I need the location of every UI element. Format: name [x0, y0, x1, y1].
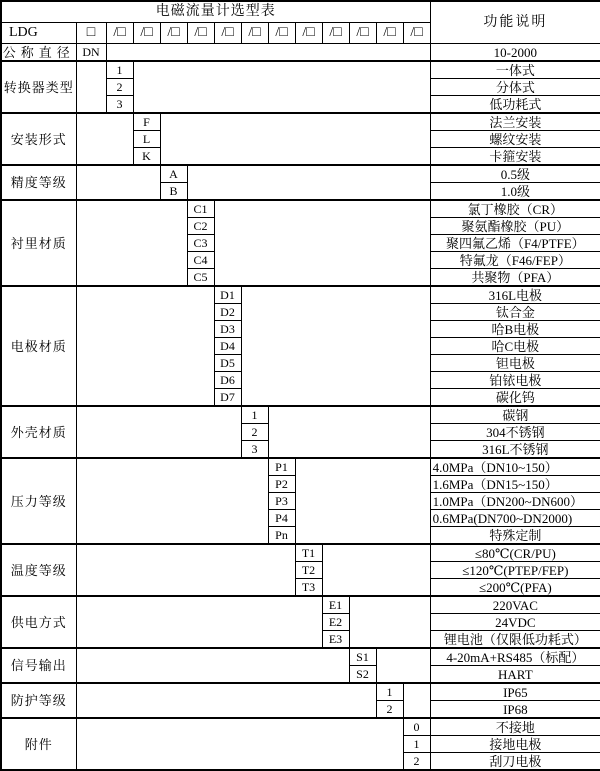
option-code: 2: [376, 701, 403, 719]
option-desc: IP65: [430, 683, 600, 701]
option-desc: 特氟龙（F46/FEP）: [430, 252, 600, 269]
option-desc: ≤200℃(PFA): [430, 579, 600, 597]
option-desc: 锂电池（仅限低功耗式）: [430, 631, 600, 649]
option-desc: 特殊定制: [430, 527, 600, 545]
option-code: C4: [187, 252, 214, 269]
model-slot-box: /□: [214, 23, 241, 44]
merged-empty: [76, 648, 349, 683]
category-label: 公称直径: [2, 44, 75, 60]
option-desc: 哈B电极: [430, 321, 600, 338]
merged-empty: [268, 406, 430, 458]
option-code: D4: [214, 338, 241, 355]
option-desc: 氯丁橡胶（CR）: [430, 200, 600, 218]
option-code: K: [133, 148, 160, 166]
merged-empty: [76, 200, 187, 286]
option-desc: ≤80℃(CR/PU): [430, 544, 600, 562]
option-code: D2: [214, 304, 241, 321]
option-code: T3: [295, 579, 322, 597]
option-desc: HART: [430, 666, 600, 684]
model-box: □: [76, 23, 106, 44]
option-code: 1: [241, 406, 268, 424]
model-slot-box: /□: [160, 23, 187, 44]
option-code: DN: [76, 44, 106, 62]
merged-empty: [76, 544, 295, 596]
option-code: A: [160, 165, 187, 183]
merged-empty: [160, 113, 430, 165]
option-desc: 1.0MPa（DN200~DN600）: [430, 493, 600, 510]
category-label: 附件: [1, 718, 76, 770]
option-code: C5: [187, 269, 214, 287]
merged-empty: [187, 165, 430, 200]
option-code: C3: [187, 235, 214, 252]
merged-empty: [295, 458, 430, 544]
option-desc: 1.0级: [430, 183, 600, 201]
category-label: 精度等级: [1, 165, 76, 200]
merged-empty: [214, 200, 430, 286]
category-label: 电极材质: [1, 286, 76, 406]
option-desc: 4.0MPa（DN10~150）: [430, 458, 600, 476]
option-code: D3: [214, 321, 241, 338]
option-desc: 铂铱电极: [430, 372, 600, 389]
option-desc: 接地电极: [430, 736, 600, 753]
option-code: 2: [403, 753, 430, 771]
option-code: F: [133, 113, 160, 131]
option-desc: 1.6MPa（DN15~150）: [430, 476, 600, 493]
option-code: C2: [187, 218, 214, 235]
category-label: 转换器类型: [1, 61, 76, 113]
option-desc: 碳化钨: [430, 389, 600, 407]
option-code: E3: [322, 631, 349, 649]
option-code: D7: [214, 389, 241, 407]
option-desc: 钛合金: [430, 304, 600, 321]
merged-empty: [76, 718, 403, 770]
category-label: 温度等级: [1, 544, 76, 596]
option-code: 3: [241, 441, 268, 459]
merged-empty: [76, 458, 268, 544]
option-code: S1: [349, 648, 376, 666]
merged-empty: [76, 406, 241, 458]
model-slot-box: /□: [376, 23, 403, 44]
option-desc: 10-2000: [430, 44, 600, 62]
model-slot-box: /□: [106, 23, 133, 44]
option-code: P4: [268, 510, 295, 527]
option-desc: 0.5级: [430, 165, 600, 183]
option-code: 3: [106, 96, 133, 114]
merged-empty: [241, 286, 430, 406]
merged-empty: [349, 596, 430, 648]
option-code: 2: [106, 79, 133, 96]
option-code: C1: [187, 200, 214, 218]
option-desc: 316L电极: [430, 286, 600, 304]
merged-empty: [76, 61, 106, 113]
category-label: 防护等级: [1, 683, 76, 718]
option-code: D1: [214, 286, 241, 304]
option-desc: 聚四氟乙烯（F4/PTFE）: [430, 235, 600, 252]
table-title: 电磁流量计选型表: [1, 1, 430, 23]
model-slot-box: /□: [268, 23, 295, 44]
model-slot-box: /□: [349, 23, 376, 44]
option-code: 2: [241, 424, 268, 441]
model-prefix: LDG: [1, 23, 76, 44]
option-code: 1: [376, 683, 403, 701]
merged-empty: [76, 286, 214, 406]
option-code: S2: [349, 666, 376, 684]
option-desc: 低功耗式: [430, 96, 600, 114]
option-code: Pn: [268, 527, 295, 545]
option-desc: 刮刀电极: [430, 753, 600, 771]
option-code: D5: [214, 355, 241, 372]
option-desc: 共聚物（PFA）: [430, 269, 600, 287]
option-code: P3: [268, 493, 295, 510]
option-code: E1: [322, 596, 349, 614]
option-desc: 聚氨酯橡胶（PU）: [430, 218, 600, 235]
model-slot-box: /□: [241, 23, 268, 44]
option-code: T2: [295, 562, 322, 579]
option-code: 1: [106, 61, 133, 79]
option-desc: ≤120℃(PTEP/FEP): [430, 562, 600, 579]
option-desc: 4-20mA+RS485（标配）: [430, 648, 600, 666]
merged-empty: [76, 165, 160, 200]
option-code: L: [133, 131, 160, 148]
merged-empty: [322, 544, 430, 596]
merged-empty: [76, 683, 376, 718]
option-code: P2: [268, 476, 295, 493]
option-desc: 分体式: [430, 79, 600, 96]
function-header: 功能说明: [430, 1, 600, 44]
model-slot-box: /□: [133, 23, 160, 44]
category-label: 安装形式: [1, 113, 76, 165]
category-label: 外壳材质: [1, 406, 76, 458]
option-code: D6: [214, 372, 241, 389]
category-label: 供电方式: [1, 596, 76, 648]
merged-empty: [106, 44, 430, 62]
model-slot-box: /□: [187, 23, 214, 44]
option-code: E2: [322, 614, 349, 631]
option-code: 1: [403, 736, 430, 753]
category-label: 压力等级: [1, 458, 76, 544]
option-desc: 哈C电极: [430, 338, 600, 355]
option-desc: 304不锈钢: [430, 424, 600, 441]
category-label: 信号输出: [1, 648, 76, 683]
merged-empty: [76, 596, 322, 648]
option-desc: 法兰安装: [430, 113, 600, 131]
merged-empty: [76, 113, 133, 165]
model-slot-box: /□: [403, 23, 430, 44]
option-code: P1: [268, 458, 295, 476]
option-code: B: [160, 183, 187, 201]
option-desc: 螺纹安装: [430, 131, 600, 148]
option-code: T1: [295, 544, 322, 562]
merged-empty: [133, 61, 430, 113]
model-slot-box: /□: [295, 23, 322, 44]
option-desc: 不接地: [430, 718, 600, 736]
option-desc: 卡箍安装: [430, 148, 600, 166]
model-slot-box: /□: [322, 23, 349, 44]
option-desc: 316L不锈钢: [430, 441, 600, 459]
merged-empty: [403, 683, 430, 718]
option-code: 0: [403, 718, 430, 736]
option-desc: 24VDC: [430, 614, 600, 631]
option-desc: 钽电极: [430, 355, 600, 372]
category-label: 衬里材质: [1, 200, 76, 286]
option-desc: 碳钢: [430, 406, 600, 424]
option-desc: 0.6MPa(DN700~DN2000): [430, 510, 600, 527]
option-desc: 220VAC: [430, 596, 600, 614]
option-desc: 一体式: [430, 61, 600, 79]
option-desc: IP68: [430, 701, 600, 719]
merged-empty: [376, 648, 430, 683]
